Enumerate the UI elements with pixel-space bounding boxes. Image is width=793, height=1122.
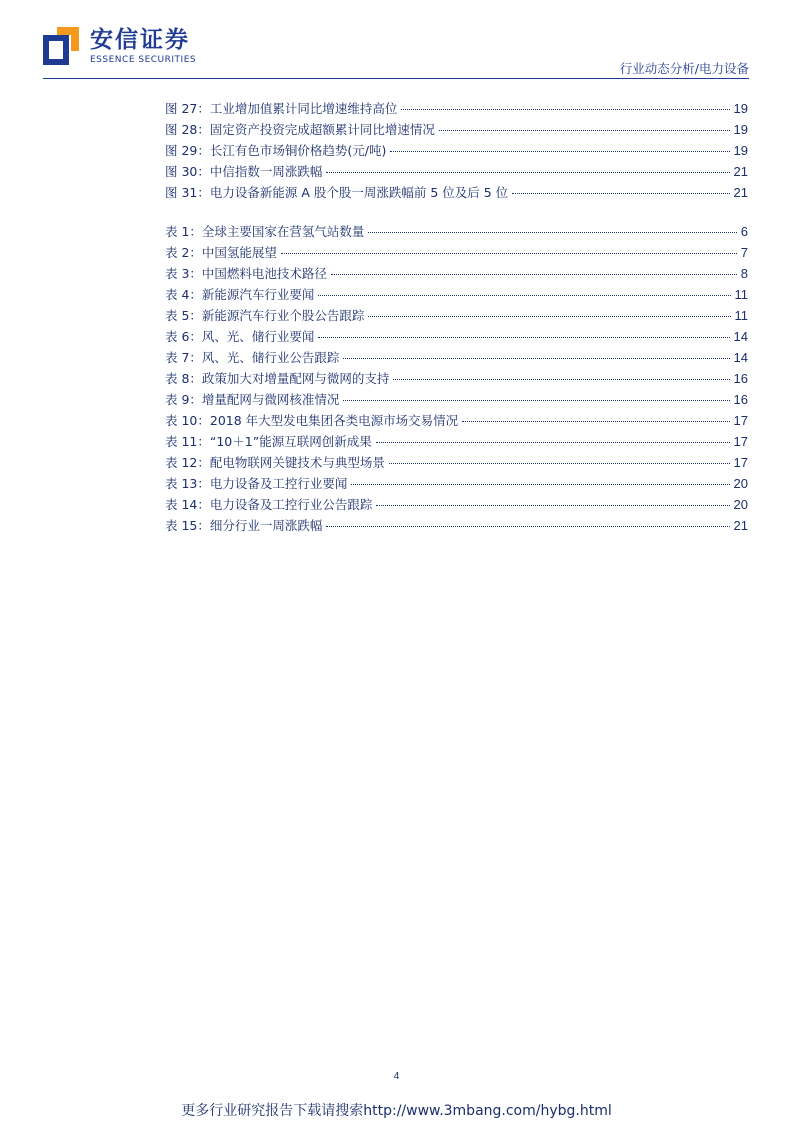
table-entry[interactable]: [165, 305, 748, 326]
toc-entry-page: 17: [733, 413, 748, 428]
dot-leader: [318, 295, 730, 296]
figure-entry[interactable]: [165, 182, 748, 203]
header-divider: [43, 78, 749, 79]
dot-leader: [331, 274, 737, 275]
table-entry[interactable]: [165, 494, 748, 515]
dot-leader: [368, 316, 730, 317]
table-entry[interactable]: [165, 431, 748, 452]
dot-leader: [389, 463, 730, 464]
toc-entry-page: 16: [733, 392, 748, 407]
toc-entry-page: 17: [733, 434, 748, 449]
logo-chinese-name: 安信证券: [90, 27, 190, 53]
dot-leader: [368, 232, 736, 233]
dot-leader: [351, 484, 729, 485]
dot-leader: [393, 379, 729, 380]
dot-leader: [281, 253, 737, 254]
page-header: [0, 0, 793, 80]
toc-entry-label: 表 4：新能源汽车行业要闻: [165, 287, 315, 302]
table-entry[interactable]: [165, 263, 748, 284]
page-number: 4: [393, 1071, 400, 1082]
toc-entry-label: 表 13：电力设备及工控行业要闻: [165, 476, 348, 491]
dot-leader: [326, 526, 729, 527]
toc-entry-page: 21: [733, 164, 748, 179]
toc-entry-label: 图 28：固定资产投资完成超额累计同比增速情况: [165, 122, 435, 137]
toc-entry-label: 表 2：中国氢能展望: [165, 245, 277, 260]
footer-download-link[interactable]: 更多行业研究报告下载请搜索http://www.3mbang.com/hybg.html: [181, 1103, 612, 1119]
toc-entry-label: 表 14：电力设备及工控行业公告跟踪: [165, 497, 373, 512]
toc-entry-label: 表 3：中国燃料电池技术路径: [165, 266, 327, 281]
toc-entry-label: 表 15：细分行业一周涨跌幅: [165, 518, 323, 533]
figure-entry[interactable]: [165, 119, 748, 140]
toc-entry-page: 8: [740, 266, 748, 281]
report-category: 行业动态分析/电力设备: [619, 61, 749, 76]
toc-entry-page: 6: [740, 224, 748, 239]
table-index: [165, 221, 748, 536]
toc-entry-page: 21: [733, 185, 748, 200]
figure-entry[interactable]: [165, 98, 748, 119]
table-entry[interactable]: [165, 515, 748, 536]
dot-leader: [439, 130, 730, 131]
toc-entry-page: 19: [733, 143, 748, 158]
toc-entry-label: 图 31：电力设备新能源 A 股个股一周涨跌幅前 5 位及后 5 位: [165, 185, 509, 200]
table-entry[interactable]: [165, 452, 748, 473]
toc-entry-page: 19: [733, 101, 748, 116]
figure-entry[interactable]: [165, 140, 748, 161]
table-entry[interactable]: [165, 368, 748, 389]
logo-english-name: ESSENCE SECURITIES: [90, 55, 197, 65]
table-entry[interactable]: [165, 347, 748, 368]
toc-entry-page: 14: [733, 350, 748, 365]
table-entry[interactable]: [165, 284, 748, 305]
essence-logo-icon: [43, 27, 79, 65]
toc-entry-label: 表 5：新能源汽车行业个股公告跟踪: [165, 308, 365, 323]
logo-text: [90, 28, 196, 65]
table-entry[interactable]: [165, 389, 748, 410]
toc-entry-label: 表 8：政策加大对增量配网与微网的支持: [165, 371, 390, 386]
dot-leader: [318, 337, 729, 338]
figure-index: [165, 98, 748, 203]
table-entry[interactable]: [165, 473, 748, 494]
dot-leader: [376, 442, 730, 443]
toc-entry-label: 表 9：增量配网与微网核准情况: [165, 392, 340, 407]
dot-leader: [343, 358, 729, 359]
toc-entry-label: 表 10：2018 年大型发电集团各类电源市场交易情况: [165, 413, 459, 428]
toc-entry-page: 11: [734, 308, 748, 323]
dot-leader: [462, 421, 729, 422]
toc-entry-label: 表 7：风、光、储行业公告跟踪: [165, 350, 340, 365]
toc-entry-label: 图 30：中信指数一周涨跌幅: [165, 164, 323, 179]
toc-entry-page: 20: [733, 497, 748, 512]
toc-entry-label: 表 11：“10＋1”能源互联网创新成果: [165, 434, 372, 449]
toc-entry-page: 16: [733, 371, 748, 386]
dot-leader: [390, 151, 729, 152]
dot-leader: [376, 505, 729, 506]
dot-leader: [343, 400, 729, 401]
toc-entry-page: 7: [740, 245, 748, 260]
toc-entry-page: 17: [733, 455, 748, 470]
table-of-contents: [165, 98, 748, 536]
toc-entry-label: 表 1：全球主要国家在营氢气站数量: [165, 224, 365, 239]
toc-entry-label: 表 12：配电物联网关键技术与典型场景: [165, 455, 385, 470]
table-entry[interactable]: [165, 242, 748, 263]
toc-entry-label: 图 27：工业增加值累计同比增速维持高位: [165, 101, 398, 116]
toc-entry-page: 20: [733, 476, 748, 491]
toc-entry-page: 19: [733, 122, 748, 137]
dot-leader: [512, 193, 729, 194]
table-entry[interactable]: [165, 221, 748, 242]
figure-entry[interactable]: [165, 161, 748, 182]
table-entry[interactable]: [165, 410, 748, 431]
toc-entry-page: 21: [733, 518, 748, 533]
toc-entry-label: 表 6：风、光、储行业要闻: [165, 329, 315, 344]
dot-leader: [326, 172, 729, 173]
toc-entry-label: 图 29：长江有色市场铜价格趋势(元/吨): [165, 143, 387, 158]
dot-leader: [401, 109, 729, 110]
toc-entry-page: 14: [733, 329, 748, 344]
table-entry[interactable]: [165, 326, 748, 347]
toc-entry-page: 11: [734, 287, 748, 302]
